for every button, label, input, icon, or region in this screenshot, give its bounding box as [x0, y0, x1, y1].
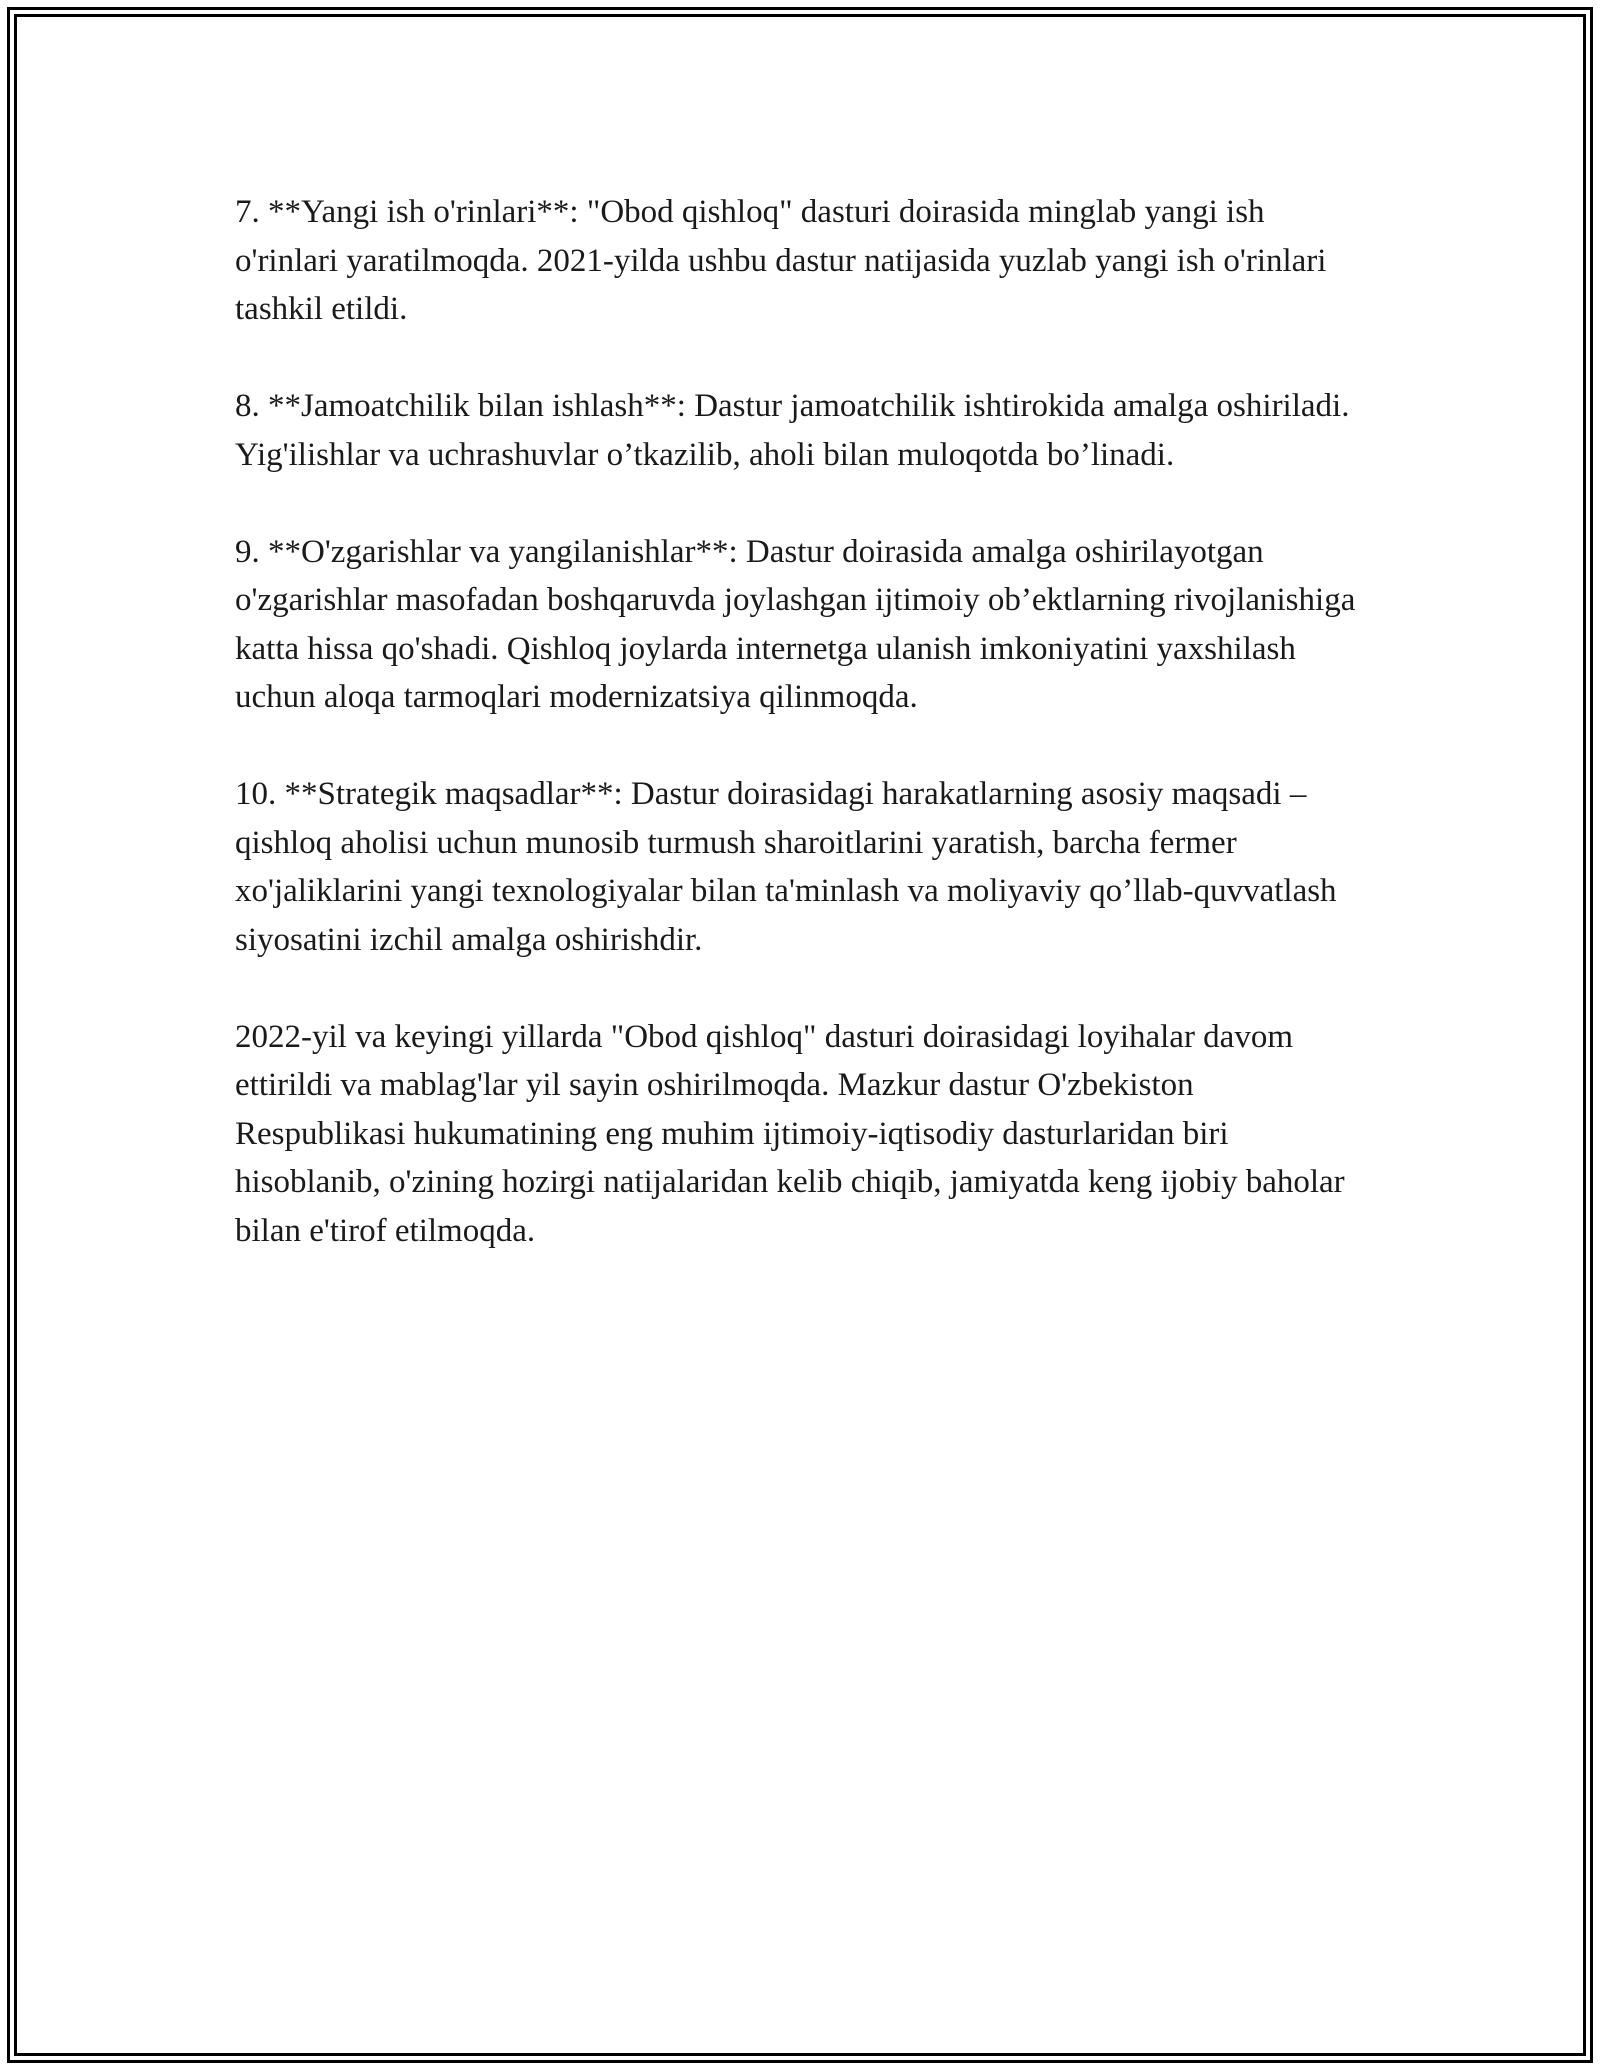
document-body	[235, 188, 1365, 1304]
paragraph-conclusion: 2022-yil va keyingi yillarda "Obod qishloq" dasturi doirasidagi loyihalar davom ettirildi va mablag'lar yil sayin oshirilmoqda. Mazkur dastur O'zbekiston Respublikasi hukumatining eng muhim ijtimoiy-iqtisodiy dasturlaridan biri hisoblanib, o'zining hozirgi natijalaridan kelib chiqib, jamiyatda keng ijobiy baholar bilan e'tirof etilmoqda.	[235, 1018, 1345, 1249]
paragraph-strategic-goals: 10. **Strategik maqsadlar**: Dastur doirasidagi harakatlarning asosiy maqsadi – qishloq aholisi uchun munosib turmush sharoitlarini yaratish, barcha fermer xo'jaliklarini yangi texnologiyalar bilan ta'minlash va moliyaviy qo’llab-quvvatlash siyosatini izchil amalga oshirishdir.	[235, 776, 1337, 958]
paragraph-new-jobs: 7. **Yangi ish o'rinlari**: "Obod qishloq" dasturi doirasida minglab yangi ish o'rinlari yaratilmoqda. 2021-yilda ushbu dastur natijasida yuzlab yangi ish o'rinlari tashkil etildi.	[235, 194, 1327, 327]
paragraph-changes-updates: 9. **O'zgarishlar va yangilanishlar**: Dastur doirasida amalga oshirilayotgan o'zgarishlar masofadan boshqaruvda joylashgan ijtimoiy ob’ektlarning rivojlanishiga katta hissa qo'shadi. Qishloq joylarda internetga ulanish imkoniyatini yaxshilash uchun aloqa tarmoqlari modernizatsiya qilinmoqda.	[235, 533, 1356, 715]
paragraph-community-work: 8. **Jamoatchilik bilan ishlash**: Dastur jamoatchilik ishtirokida amalga oshiriladi. Yig'ilishlar va uchrashuvlar o’tkazilib, aholi bilan muloqotda bo’linadi.	[235, 388, 1350, 473]
